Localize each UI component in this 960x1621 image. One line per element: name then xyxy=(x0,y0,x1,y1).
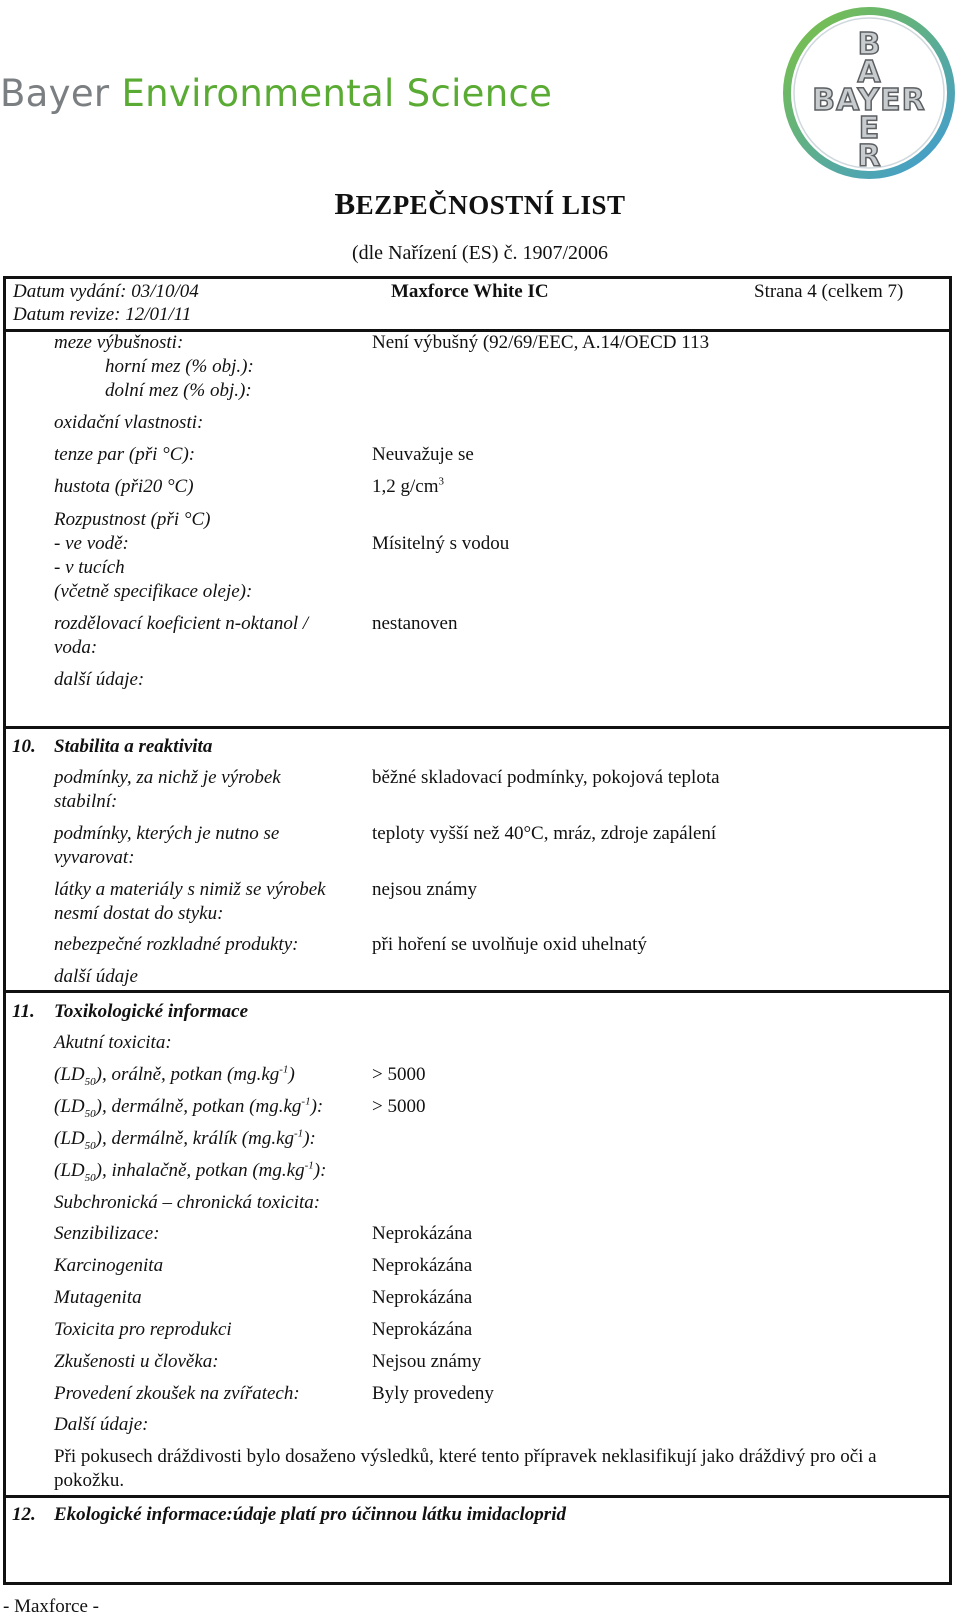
ld50-inhalation-rat-label: $(LD_{50})$, inhalačně, potkan $(mg.kg^{-1})$: xyxy=(54,1159,327,1184)
section-12-number: 12. xyxy=(12,1504,36,1525)
divider-section-12 xyxy=(3,1495,952,1498)
human-experience-label: Zkušenosti u člověka: xyxy=(54,1351,219,1372)
upper-limit-label: horní mez (% obj.): xyxy=(105,356,254,377)
density-value: 1,2 $g/cm^3$ xyxy=(372,475,444,497)
density-label: hustota (při20 °C) xyxy=(54,476,194,497)
section-10-number: 10. xyxy=(12,736,36,757)
vapour-pressure-label: tenze par (při °C): xyxy=(54,444,196,465)
logo-bayer-horizontal: BAYER xyxy=(812,83,926,118)
stability-value-2: teploty vyšší než 40°C, mráz, zdroje zapálení xyxy=(372,823,717,844)
explosive-limits-label: meze výbušnosti: xyxy=(54,332,184,353)
ld50-dermal-rat-label: $(LD_{50})$, dermálně, potkan $(mg.kg^{-1})$: xyxy=(54,1095,324,1120)
stability-label-3b: nesmí dostat do styku: xyxy=(54,903,224,924)
acute-toxicity-label: Akutní toxicita: xyxy=(54,1032,172,1053)
explosive-limits-value: Není výbušný (92/69/EEC, A.14/OECD 113 xyxy=(372,332,710,353)
carcinogenicity-label: Karcinogenita xyxy=(54,1255,164,1276)
partition-coefficient-label: rozdělovací koeficient n-oktanol / xyxy=(54,613,309,634)
solubility-water-value: Mísitelný s vodou xyxy=(372,533,510,554)
mutagenicity-value: Neprokázána xyxy=(372,1287,473,1308)
product-name: Maxforce White IC xyxy=(391,281,549,302)
section-11-number: 11. xyxy=(12,1001,35,1022)
stability-value-4: při hoření se uvolňuje oxid uhelnatý xyxy=(372,934,647,955)
issue-date: Datum vydání: 03/10/04 xyxy=(13,281,199,302)
divider-section-11 xyxy=(3,990,952,993)
stability-label-3: látky a materiály s nimiž se výrobek xyxy=(54,879,326,900)
logo-letter-e: E xyxy=(858,111,880,146)
stability-label-2: podmínky, kterých je nutno se xyxy=(54,823,280,844)
ld50-oral-rat-value: > 5000 xyxy=(372,1064,426,1085)
stability-label-4: nebezpečné rozkladné produkty: xyxy=(54,934,299,955)
page-number: Strana 4 (celkem 7) xyxy=(754,281,904,302)
brand-wordmark xyxy=(0,72,552,115)
stability-value-3: nejsou známy xyxy=(372,879,478,900)
human-experience-value: Nejsou známy xyxy=(372,1351,482,1372)
stability-other-label: další údaje xyxy=(54,966,138,987)
subchronic-toxicity-label: Subchronická – chronická toxicita: xyxy=(54,1192,321,1213)
brand-name-bayer: Bayer xyxy=(0,72,122,115)
ld50-dermal-rabbit-label: $(LD_{50})$, dermálně, králík $(mg.kg^{-1})$: xyxy=(54,1127,316,1152)
document-title: BEZPEČNOSTNÍ LIST xyxy=(334,186,626,221)
carcinogenicity-value: Neprokázána xyxy=(372,1255,473,1276)
solubility-label: Rozpustnost (při °C) xyxy=(54,509,211,530)
animal-testing-label: Provedení zkoušek na zvířatech: xyxy=(54,1383,300,1404)
stability-label-1b: stabilní: xyxy=(54,791,118,812)
stability-label-1: podmínky, za nichž je výrobek xyxy=(54,767,281,788)
other-data-label: další údaje: xyxy=(54,669,145,690)
ld50-oral-rat-label: $(LD_{50})$, orálně, potkan $(mg.kg^{-1})$ xyxy=(54,1063,295,1088)
sensitization-label: Senzibilizace: xyxy=(54,1223,160,1244)
divider-section-10 xyxy=(3,726,952,729)
animal-testing-value: Byly provedeny xyxy=(372,1383,494,1404)
mutagenicity-label: Mutagenita xyxy=(54,1287,142,1308)
brand-name-division: Environmental Science xyxy=(121,72,553,115)
section-11-title: Toxikologické informace xyxy=(54,1001,249,1022)
reproductive-toxicity-value: Neprokázána xyxy=(372,1319,473,1340)
partition-coefficient-value: nestanoven xyxy=(372,613,458,634)
document-header xyxy=(3,276,952,332)
solubility-fats-label: - v tucích xyxy=(54,557,125,578)
partition-coefficient-label-2: voda: xyxy=(54,637,98,658)
logo-letter-a: A xyxy=(857,55,881,90)
document-subtitle: (dle Nařízení (ES) č. 1907/2006 xyxy=(351,242,609,264)
oxidizing-label: oxidační vlastnosti: xyxy=(54,412,204,433)
stability-value-1: běžné skladovací podmínky, pokojová teplota xyxy=(372,767,720,788)
solubility-fats-label-2: (včetně specifikace oleje): xyxy=(54,581,253,602)
ld50-dermal-rat-value: > 5000 xyxy=(372,1096,426,1117)
bayer-cross-logo xyxy=(780,4,958,182)
reproductive-toxicity-label: Toxicita pro reprodukci xyxy=(54,1319,232,1340)
logo-letter-r: R xyxy=(857,139,881,174)
toxicity-other-label: Další údaje: xyxy=(54,1414,149,1435)
stability-label-2b: vyvarovat: xyxy=(54,847,135,868)
irritation-note: Při pokusech dráždivosti bylo dosaženo výsledků, které tento přípravek neklasifikují jako dráždivý pro oči a pokožku. xyxy=(54,1446,877,1491)
section-10-title: Stabilita a reaktivita xyxy=(54,736,213,757)
lower-limit-label: dolní mez (% obj.): xyxy=(105,380,252,401)
solubility-water-label: - ve vodě: xyxy=(54,533,129,554)
section-12-title: Ekologické informace:údaje platí pro účinnou látku imidacloprid xyxy=(54,1504,566,1525)
sensitization-value: Neprokázána xyxy=(372,1223,473,1244)
logo-letter-b: B xyxy=(857,27,881,62)
revision-date: Datum revize: 12/01/11 xyxy=(13,304,192,325)
page-footer: - Maxforce - xyxy=(3,1596,100,1617)
vapour-pressure-value: Neuvažuje se xyxy=(372,444,474,465)
